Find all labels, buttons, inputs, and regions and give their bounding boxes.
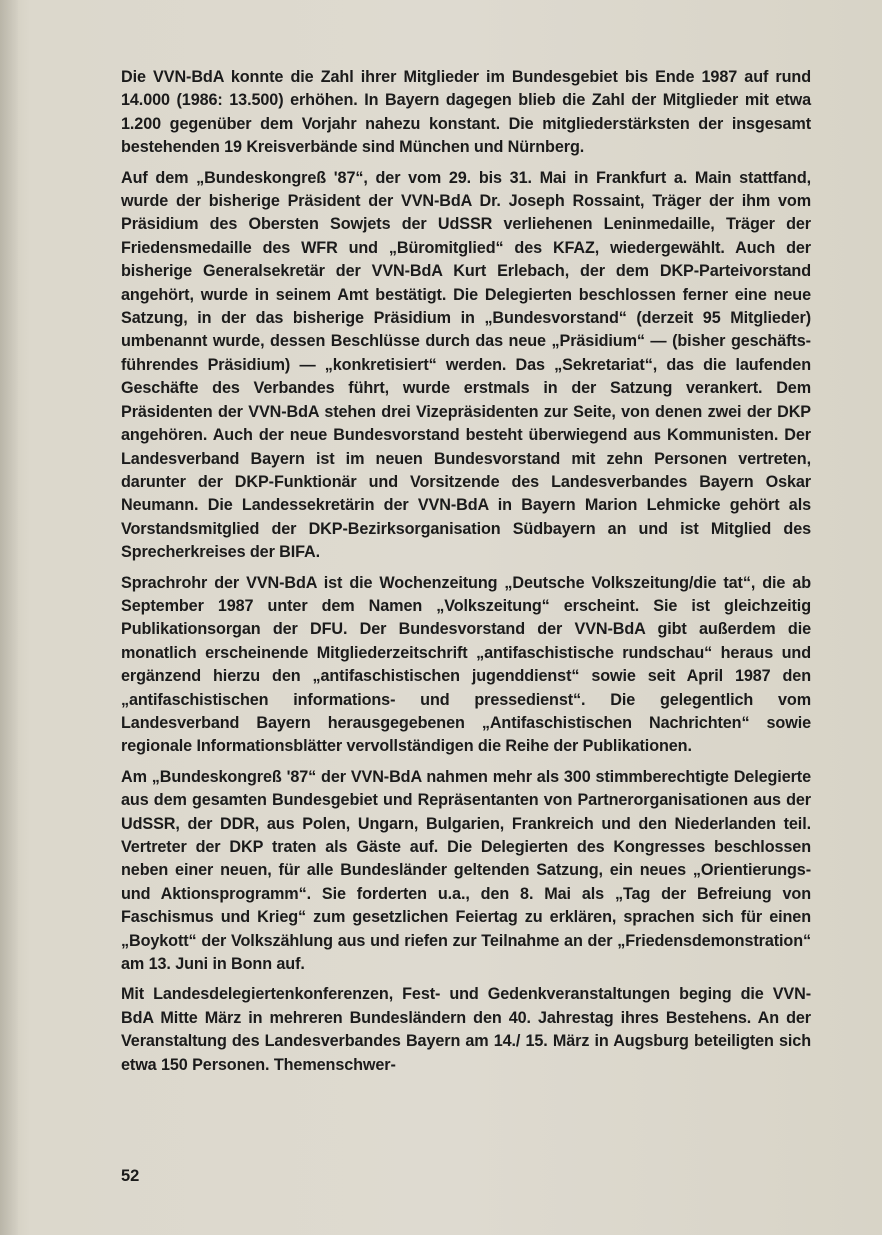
page-number: 52 [121,1167,140,1185]
paragraph-delegates: Am „Bundeskongreß '87“ der VVN-BdA nahmen mehr als 300 stimmberechtigte Delegierte aus dem gesamten Bundesgebiet und Repräsentanten von Partnerorganisationen aus der UdSSR, der DDR, aus Polen, Ungarn, Bulgarien, Frankreich und den Niederlanden teil. Vertreter der DKP traten als Gäste auf. Die Delegierten des Kongresses beschlossen neben einer neuen, für alle Bundesländer geltenden Satzung, ein neues „Orientierungs- und Aktionsprogramm“. Sie forderten u.a., den 8. Mai als „Tag der Befreiung von Faschismus und Krieg“ zum gesetzlichen Feiertag zu erklären, sprachen sich für einen „Boykott“ der Volkszählung aus und riefen zur Teilnahme an der „Friedensdemonstration“ am 13. Juni in Bonn auf. [121,767,811,974]
paragraph-membership: Die VVN-BdA konnte die Zahl ihrer Mitglieder im Bundesgebiet bis Ende 1987 auf rund 14.000 (1986: 13.500) erhöhen. In Bayern dagegen blieb die Zahl der Mitglieder mit etwa 1.200 gegenüber dem Vorjahr nahezu konstant. Die mitgliederstärksten der insgesamt bestehenden 19 Kreisverbände sind München und Nürnberg. [121,68,811,157]
paragraph-congress: Auf dem „Bundeskongreß '87“, der vom 29. bis 31. Mai in Frankfurt a. Main stattfand, wurde der bisherige Präsident der VVN-BdA Dr. Joseph Rossaint, Träger der ihm vom Präsidium des Obersten Sowjets der UdSSR verliehenen Leninmedaille, Träger der Friedensmedaille des WFR und „Büromitglied“ des KFAZ, wiedergewählt. Auch der bisherige Generalsekretär der VVN-BdA Kurt Erlebach, der dem DKP-Parteivorstand angehört, wurde in seinem Amt bestätigt. Die Delegierten beschlossen ferner eine neue Satzung, in der das bisherige Präsidium in „Bundesvorstand“ (derzeit 95 Mitglieder) umbenannt wurde, dessen Beschlüsse durch das neue „Präsidium“ — (bisher geschäftsführendes Präsidium) — „konkretisiert“ werden. Das „Sekretariat“, das die laufenden Geschäfte des Verbandes führt, wurde erstmals in der Satzung verankert. Dem Präsidenten der VVN-BdA stehen drei Vizepräsidenten zur Seite, von denen zwei der DKP angehören. Auch der neue Bundesvorstand besteht überwiegend aus Kommunisten. Der Landesverband Bayern ist im neuen Bundesvorstand mit zehn Personen vertreten, darunter der DKP-Funktionär und Vorsitzende des Landesverbandes Bayern Oskar Neumann. Die Landessekretärin der VVN-BdA in Bayern Marion Lehmicke gehört als Vorstandsmitglied der DKP-Bezirksorganisation Südbayern an und ist Mitglied des Sprecherkreises der BIFA. [121,168,811,562]
paragraph-publications: Sprachrohr der VVN-BdA ist die Wochenzeitung „Deutsche Volkszeitung/die tat“, die ab September 1987 unter dem Namen „Volkszeitung“ erscheint. Sie ist gleichzeitig Publikationsorgan der DFU. Der Bundesvorstand der VVN-BdA gibt außerdem die monatlich erscheinende Mitgliederzeitschrift „antifaschistische rundschau“ heraus und ergänzend hierzu den „antifaschistischen jugenddienst“ sowie seit April 1987 den „antifaschistischen informations- und pressedienst“. Die gelegentlich vom Landesverband Bayern herausgegebenen „Antifaschistischen Nachrichten“ sowie regionale Informationsblätter vervollständigen die Reihe der Publikationen. [121,573,811,756]
body-text [121,66,811,1084]
page-edge-shadow [0,0,18,1235]
paragraph-anniversary: Mit Landesdelegiertenkonferenzen, Fest- und Gedenkveranstaltungen beging die VVN-BdA Mitte März in mehreren Bundesländern den 40. Jahrestag ihres Bestehens. An der Veranstaltung des Landesverbandes Bayern am 14./ 15. März in Augsburg beteiligten sich etwa 150 Personen. Themenschwer- [121,985,811,1074]
